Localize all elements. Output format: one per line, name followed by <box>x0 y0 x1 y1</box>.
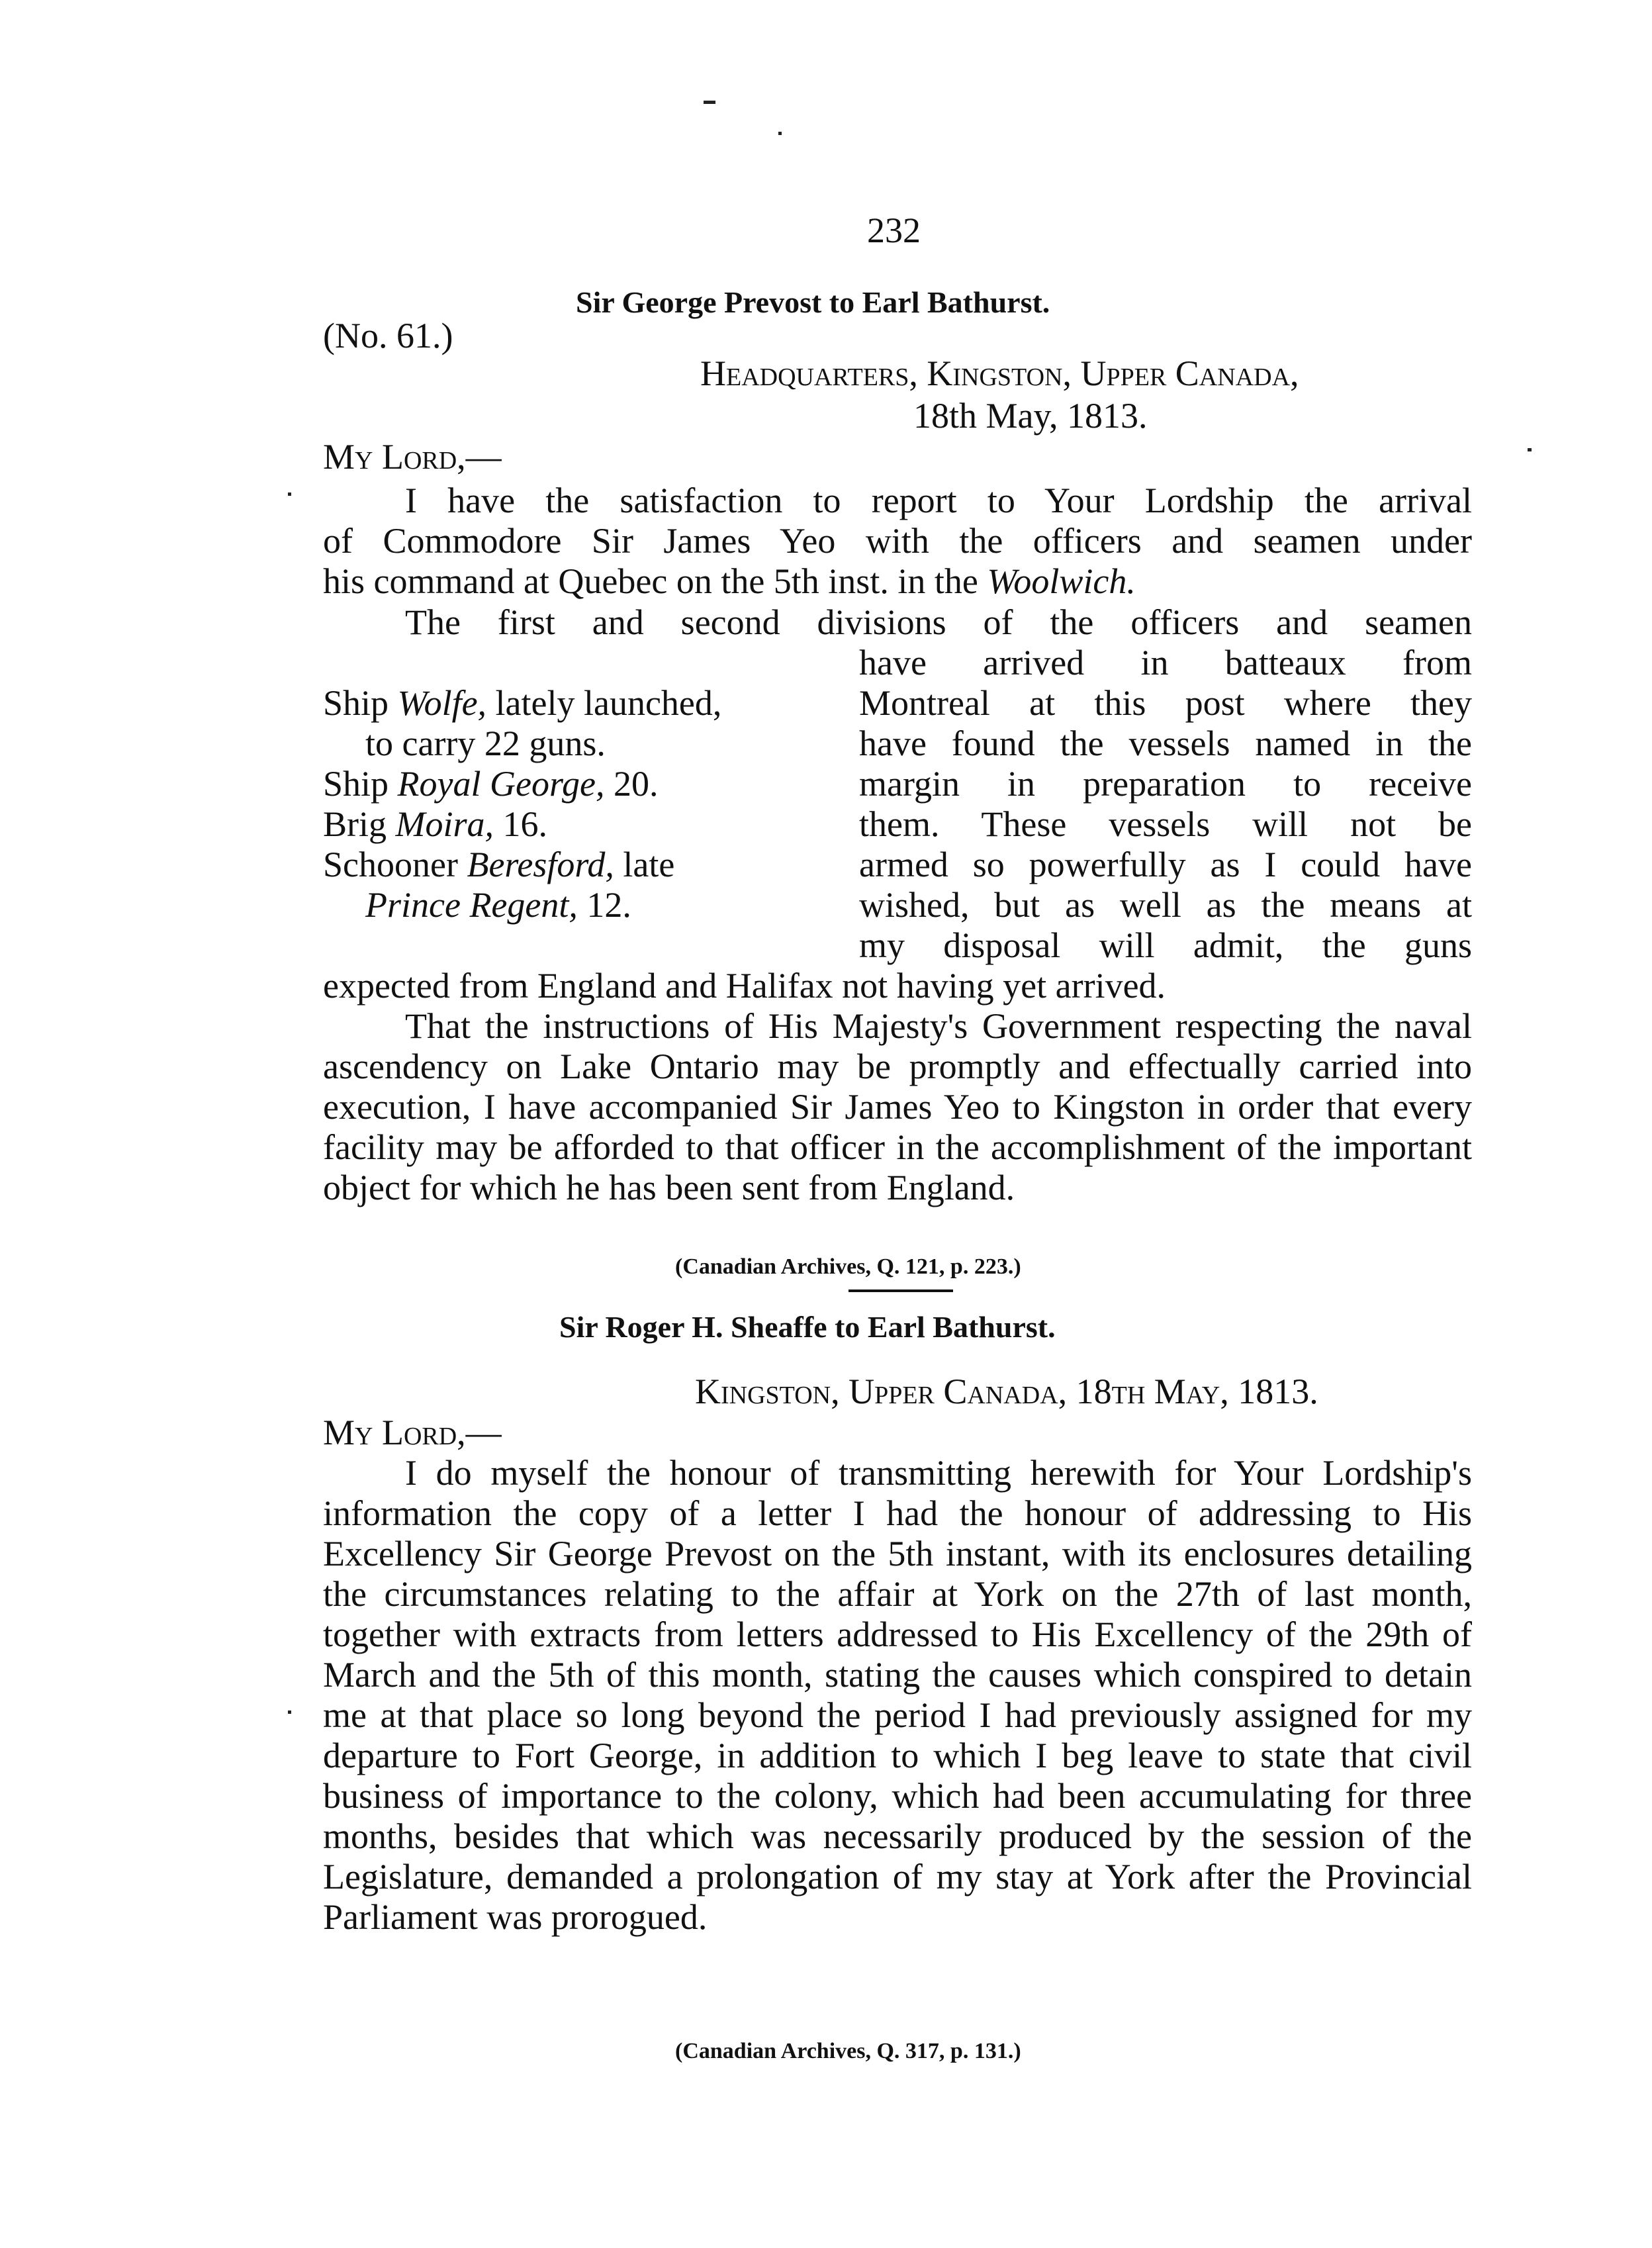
letter-place-date: Kingston, Upper Canada, 18th May, 1813. <box>695 1372 1318 1411</box>
margin-text: 12. <box>577 885 631 925</box>
margin-text: Ship <box>323 683 398 723</box>
margin-text: lately launched, <box>486 683 722 723</box>
margin-text: Ship <box>323 764 398 804</box>
scan-mark <box>1528 448 1532 451</box>
ship-name: Woolwich. <box>987 561 1136 601</box>
letter-date: 18th May, 1813. <box>913 396 1148 436</box>
paragraph-line: armed so powerfully as I could have <box>859 845 1472 884</box>
paragraph-line: them. These vessels will not be <box>859 804 1472 844</box>
vessel-name: Moira, <box>395 804 494 844</box>
vessel-name: Beresford, <box>467 845 614 884</box>
margin-note-line <box>323 683 721 724</box>
margin-note-line <box>365 885 631 925</box>
paragraph-line: wished, but as well as the means at <box>859 885 1472 925</box>
scan-mark <box>288 1710 291 1714</box>
paragraph-line: my disposal will admit, the guns <box>859 925 1472 965</box>
margin-text: late <box>614 845 675 884</box>
section-divider <box>849 1289 953 1292</box>
vessel-name: Royal George, <box>397 764 605 804</box>
paragraph-line: The first and second divisions of the officers and seamen <box>405 602 1472 642</box>
paragraph: I do myself the honour of transmitting herewith for Your Lordship's information the copy of a letter I had the honour of addressing to His Excellency Sir George Prevost on the 5th instant, with its enclosures detailing the circumstances relating to the affair at York on the 27th of last month, together with extracts from letters addressed to His Excellency of the 29th of March and the 5th of this month, stating the causes which conspired to detain me at that place so long beyond the period I had previously assigned for my departure to Fort George, in addition to which I beg leave to state that civil business of importance to the colony, which had been accumulating for three months, besides that which was necessarily produced by the session of the Legislature, demanded a prolongation of my stay at York after the Provincial Parliament was prorogued. <box>323 1453 1472 1937</box>
margin-note-line <box>323 764 658 804</box>
letter-title: Sir George Prevost to Earl Bathurst. <box>576 285 1050 319</box>
salutation: My Lord,— <box>323 437 502 477</box>
scan-mark <box>288 492 291 496</box>
letter-title: Sir Roger H. Sheaffe to Earl Bathurst. <box>559 1310 1056 1344</box>
vessel-name: Wolfe, <box>397 683 487 723</box>
margin-text: 16. <box>494 804 548 844</box>
citation: (Canadian Archives, Q. 121, p. 223.) <box>675 1254 1021 1279</box>
paragraph-line: Montreal at this post where they <box>859 683 1472 723</box>
paragraph-line: of Commodore Sir James Yeo with the officers and seamen under <box>323 521 1472 561</box>
paragraph: That the instructions of His Majesty's Government respecting the naval ascendency on Lake Ontario may be promptly and effectually carried into execution, I have accompanied Sir James Yeo to Kingston in order that every facility may be afforded to that officer in the accomplishment of the important object for which he has been sent from England. <box>323 1006 1472 1207</box>
letter-number: (No. 61.) <box>323 316 453 355</box>
vessel-name: Prince Regent, <box>365 885 578 925</box>
citation: (Canadian Archives, Q. 317, p. 131.) <box>675 2039 1021 2063</box>
margin-text: Brig <box>323 804 396 844</box>
paragraph-line: have arrived in batteaux from <box>859 643 1472 682</box>
margin-text: 20. <box>604 764 659 804</box>
margin-note-line: to carry 22 guns. <box>365 724 606 763</box>
paragraph-line: have found the vessels named in the <box>859 724 1472 763</box>
letter-place: Headquarters, Kingston, Upper Canada, <box>700 353 1299 393</box>
paragraph-line <box>323 561 1136 602</box>
paragraph-line: I have the satisfaction to report to Your Lordship the arrival <box>405 481 1472 520</box>
margin-note-line <box>323 845 674 885</box>
paragraph-line: margin in preparation to receive <box>859 764 1472 804</box>
margin-text: Schooner <box>323 845 467 884</box>
scan-mark <box>704 101 715 104</box>
salutation: My Lord,— <box>323 1413 502 1452</box>
margin-note-line <box>323 804 547 845</box>
scan-mark <box>778 132 782 135</box>
paragraph-text: his command at Quebec on the 5th inst. in the <box>323 561 978 601</box>
page-number: 232 <box>867 211 921 250</box>
paragraph-line: expected from England and Halifax not having yet arrived. <box>323 966 1166 1006</box>
